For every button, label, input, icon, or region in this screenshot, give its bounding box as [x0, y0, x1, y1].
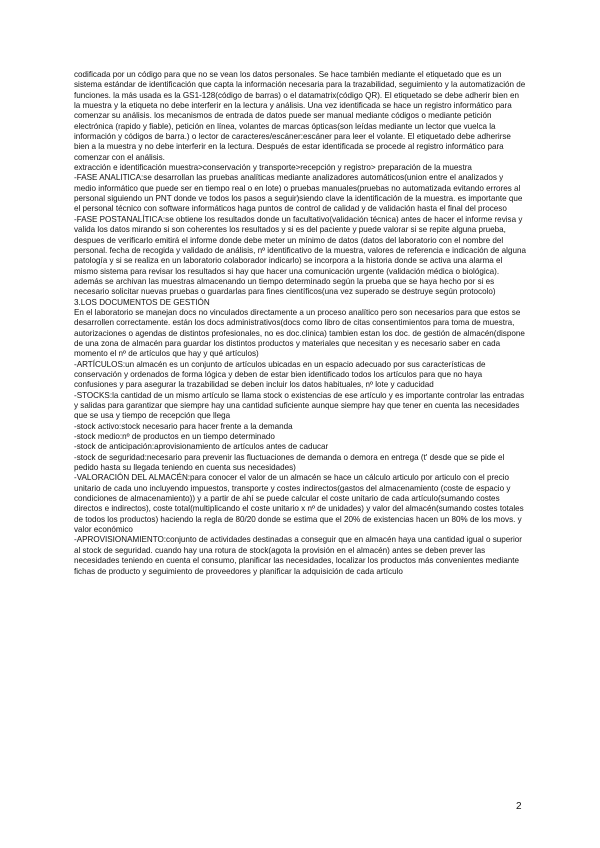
document-body: [74, 70, 526, 577]
section-heading: 3.LOS DOCUMENTOS DE GESTIÓN: [74, 297, 210, 307]
paragraph-stocks: -STOCKS:la cantidad de un mismo artículo se llama stock o existencias de ese artículo y es importante controlar las entradas y salidas para garantizar que siempre hay una cantidad suficiente aunque siempre hay que tener en cuenta las necesidades que se usa y tiempo de recepción que llega: [74, 390, 525, 421]
paragraph-articles: -ARTÍCULOS:un almacén es un conjunto de artículos ubicadas en un espacio adecuado por sus características de conservación y ordenados de forma lógica y deben de estar bien identificado todos los artículos para que no haya confusiones y para asegurar la trazabilidad se deben incluir los datos habituales, nº lote y caducidad: [74, 359, 486, 390]
list-item-stock-anticipation: -stock de anticipación:aprovisionamiento de artículos antes de caducar: [74, 442, 329, 452]
paragraph-provisioning: -APROVISIONAMIENTO:conjunto de actividades destinadas a conseguir que en almacén haya una cantidad igual o superior al stock de seguridad. cuando hay una rotura de stock(agota la provisión en el almacén) antes se deben prever las necesidades teniendo en cuenta el consumo, planificar las necesidades, localizar los productos más convenientes mediante fichas de producto y seguimiento de proveedores y planificar la adquisición de cada artículo: [74, 535, 522, 576]
paragraph-preanalytic-flow: extracción e identificación muestra>conservación y transporte>recepción y registro> preparación de la muestra: [74, 163, 472, 173]
list-item-stock-safety: -stock de seguridad:necesario para prevenir las fluctuaciones de demanda o demora en entrega (t' desde que se pide el pedido hasta su llegada teniendo en cuenta sus necesidades): [74, 452, 505, 473]
list-item-stock-medium: -stock medio:nº de productos en un tiempo determinado: [74, 432, 275, 442]
paragraph-management-docs: En el laboratorio se manejan docs no vinculados directamente a un proceso analítico pero son necesarios para que estos se desarrollen correctamente. están los docs administrativos(docs como libro de citas consentimientos para toma de muestra, autorizaciones o agendas de distintos profesionales, no es doc.clinica) tambien estan los doc. de gestión de almacén(dispone de una zona de almacén para guardar los distintos productos y materiales que necesitan y es necesario saber en cada momento el nº de artículos que hay y qué artículos): [74, 307, 525, 359]
page-number: 2: [516, 801, 522, 812]
paragraph-warehouse-valuation: -VALORACIÓN DEL ALMACÉN:para conocer el valor de un almacén se hace un cálculo articulo por articulo con el precio unitario de cada uno incluyendo impuestos, transporte y costes indirectos(gastos del almacenamiento (coste de espacio y condiciones de almacenamiento)) y a partir de ahí se puede calcular el coste unitario de cada artículo(sumando costes directos e indirectos), coste total(multiplicando el coste unitario x nº de unidades) y valor del almacén(sumando costes totales de todos los productos) haciendo la regla de 80/20 donde se estima que el 20% de existencias hacen un 80% de los movs. y valor económico: [74, 473, 524, 535]
paragraph-analytic-phase: -FASE ANALITICA:se desarrollan las pruebas analíticas mediante analizadores automáticos(union entre el analizados y medio informático que puede ser en tiempo real o en lote) o pruebas manuales(pruebas no automatizada evitando errores al personal siguiendo un PNT donde ve todos los pasos a seguir)siendo clave la identificación de la muestra. es importante que el personal técnico con software informáticos haga puntos de control de calidad y de validación hasta el final del proceso: [74, 173, 523, 214]
list-item-stock-active: -stock activo:stock necesario para hacer frente a la demanda: [74, 421, 293, 431]
paragraph-postanalytic-phase: -FASE POSTANALÍTICA:se obtiene los resultados donde un facultativo(validación técnica) antes de hacer el informe revisa y valida los datos mirando si son coherentes los resultados y si es del paciente y puede valorar si se repite alguna prueba, despues de verificarlo emitirá el informe donde debe meter un mínimo de datos (datos del laboratorio con el nombre del personal. fecha de recogida y validado de análisis, nº identificativo de la muestra, valores de referencia e indicación de alguna patología y si se realiza en un laboratorio colaborador indicarlo) se incorpora a la historia donde se activa una alarma el mismo sistema para revisar los resultados si hay que hacer una comunicación urgente (validación médica o biológica). además se archivan las muestras almacenando un tiempo determinado según la prueba que se haya hecho por si es necesario solicitar nuevas pruebas o guardarlas para fines científicos(una vez superado se destruye según protocolo): [74, 214, 526, 297]
paragraph-sample-labeling: codificada por un código para que no se vean los datos personales. Se hace también mediante el etiquetado que es un sistema estándar de identificación que capta la información necesaria para la trazabilidad, seguimiento y la automatización de funciones. la más usada es la GS1-128(código de barras) o el datamatrix(código QR). El etiquetado se debe adherir bien en la muestra y la etiqueta no debe interferir en la lectura y análisis. Una vez identificada se hace un registro informático para comenzar su análisis. los mecanismos de entrada de datos puede ser manual mediante códigos o mediante petición electrónica (rapido y fiable), petición en línea, volantes de marcas ópticas(son leídas mediante un lector que vuelca la información y códigos de barra.) o lector de caracteres/escáner:escáner para leer el volante. El etiquetado debe adherirse bien a la muestra y no debe interferir en la lectura. Después de estar identificada se procede al registro informático para comenzar con el análisis.: [74, 70, 526, 162]
